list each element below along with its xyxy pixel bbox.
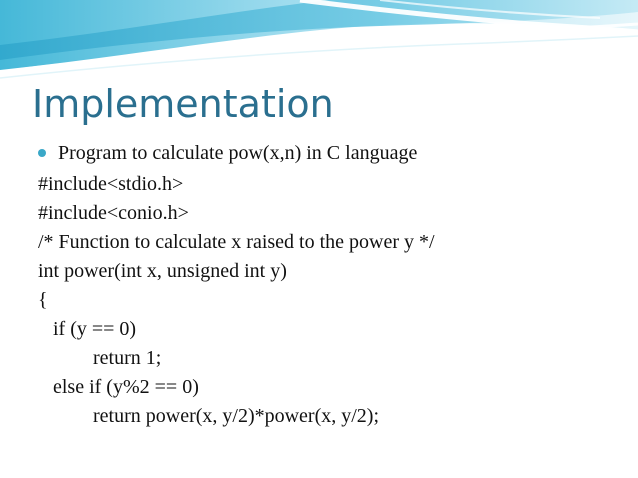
- bullet-dot-icon: [38, 149, 46, 157]
- bullet-text: Program to calculate pow(x,n) in C language: [58, 142, 418, 164]
- decorative-wave-banner: [0, 0, 638, 80]
- code-line: #include<conio.h>: [38, 202, 189, 224]
- code-line: #include<stdio.h>: [38, 173, 184, 195]
- code-line: int power(int x, unsigned int y): [38, 260, 287, 282]
- code-line: else if (y%2 == 0): [38, 376, 199, 398]
- bullet-item: [38, 140, 417, 166]
- slide-title: Implementation: [32, 82, 334, 126]
- code-line: /* Function to calculate x raised to the power y */: [38, 231, 435, 253]
- code-line: return power(x, y/2)*power(x, y/2);: [38, 405, 380, 427]
- code-line: return 1;: [38, 347, 162, 369]
- code-line: {: [38, 289, 48, 311]
- code-block: [38, 170, 618, 431]
- code-line: if (y == 0): [38, 318, 137, 340]
